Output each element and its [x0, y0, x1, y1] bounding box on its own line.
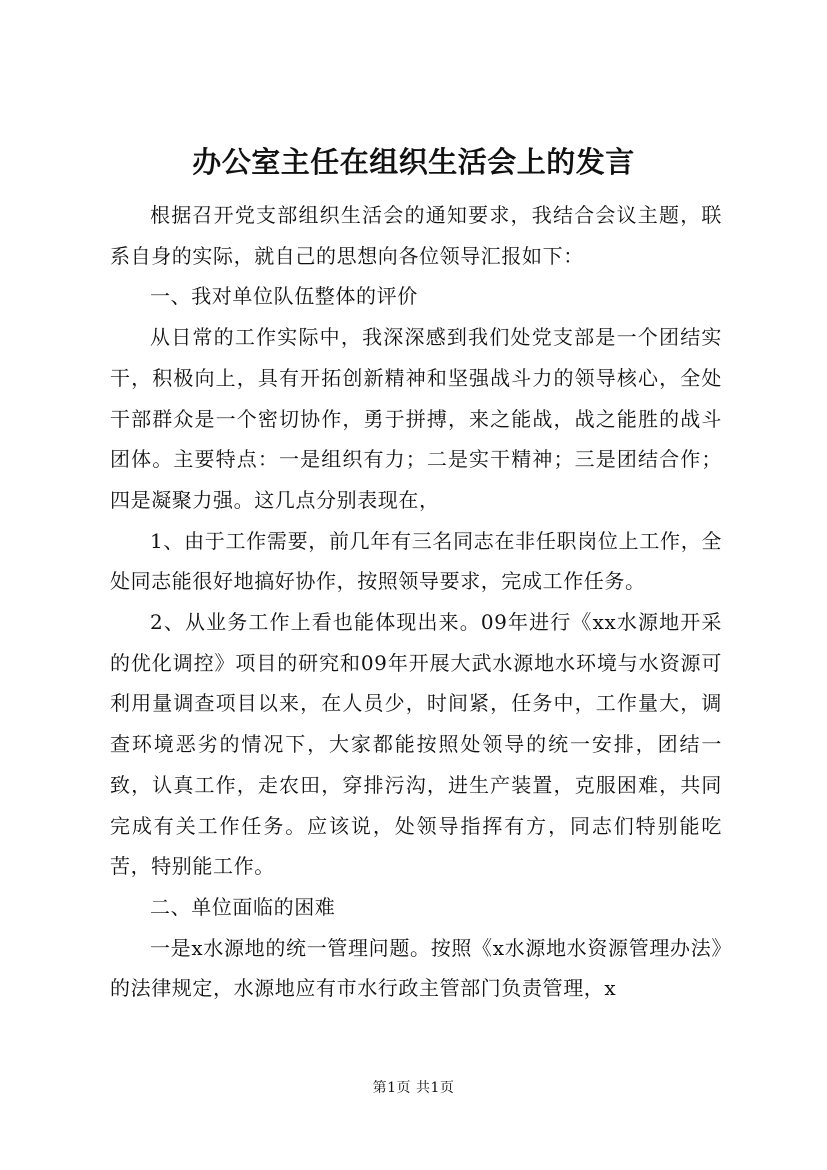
paragraph-difficulty-1: 一是x水源地的统一管理问题。按照《x水源地水资源管理办法》的法律规定，水源地应有市水行政主管部门负责管理，x — [110, 935, 722, 1001]
paragraph-point-2: 2、从业务工作上看也能体现出来。09年进行《xx水源地开采的优化调控》项目的研究和09年开展大武水源地水环境与水资源可利用量调查项目以来，在人员少，时间紧，任务中，工作量大，调查环境恶劣的情况下，大家都能按照处领导的统一安排，团结一致，认真工作，走农田，穿排污沟，进生产装置，克服困难，共同完成有关工作任务。应该说，处领导指挥有方，同志们特别能吃苦，特别能工作。 — [110, 610, 722, 879]
section-heading-2: 二、单位面临的困难 — [150, 894, 336, 919]
paragraph-evaluation: 从日常的工作实际中，我深深感到我们处党支部是一个团结实干，积极向上，具有开拓创新精神和坚强战斗力的领导核心，全处干部群众是一个密切协作，勇于拼搏，来之能战，战之能胜的战斗团体。主要特点：一是组织有力；二是实干精神；三是团结合作；四是凝聚力强。这几点分别表现在， — [110, 325, 722, 512]
document-title: 办公室主任在组织生活会上的发言 — [192, 145, 635, 179]
page-footer: 第1页 共1页 — [372, 1080, 455, 1096]
paragraph-intro: 根据召开党支部组织生活会的通知要求，我结合会议主题，联系自身的实际，就自己的思想向各位领导汇报如下： — [110, 203, 722, 268]
section-heading-1: 一、我对单位队伍整体的评价 — [150, 284, 418, 309]
document-body — [110, 195, 722, 1009]
paragraph-point-1: 1、由于工作需要，前几年有三名同志在非任职岗位上工作，全处同志能很好地搞好协作，按照领导要求，完成工作任务。 — [110, 528, 722, 594]
